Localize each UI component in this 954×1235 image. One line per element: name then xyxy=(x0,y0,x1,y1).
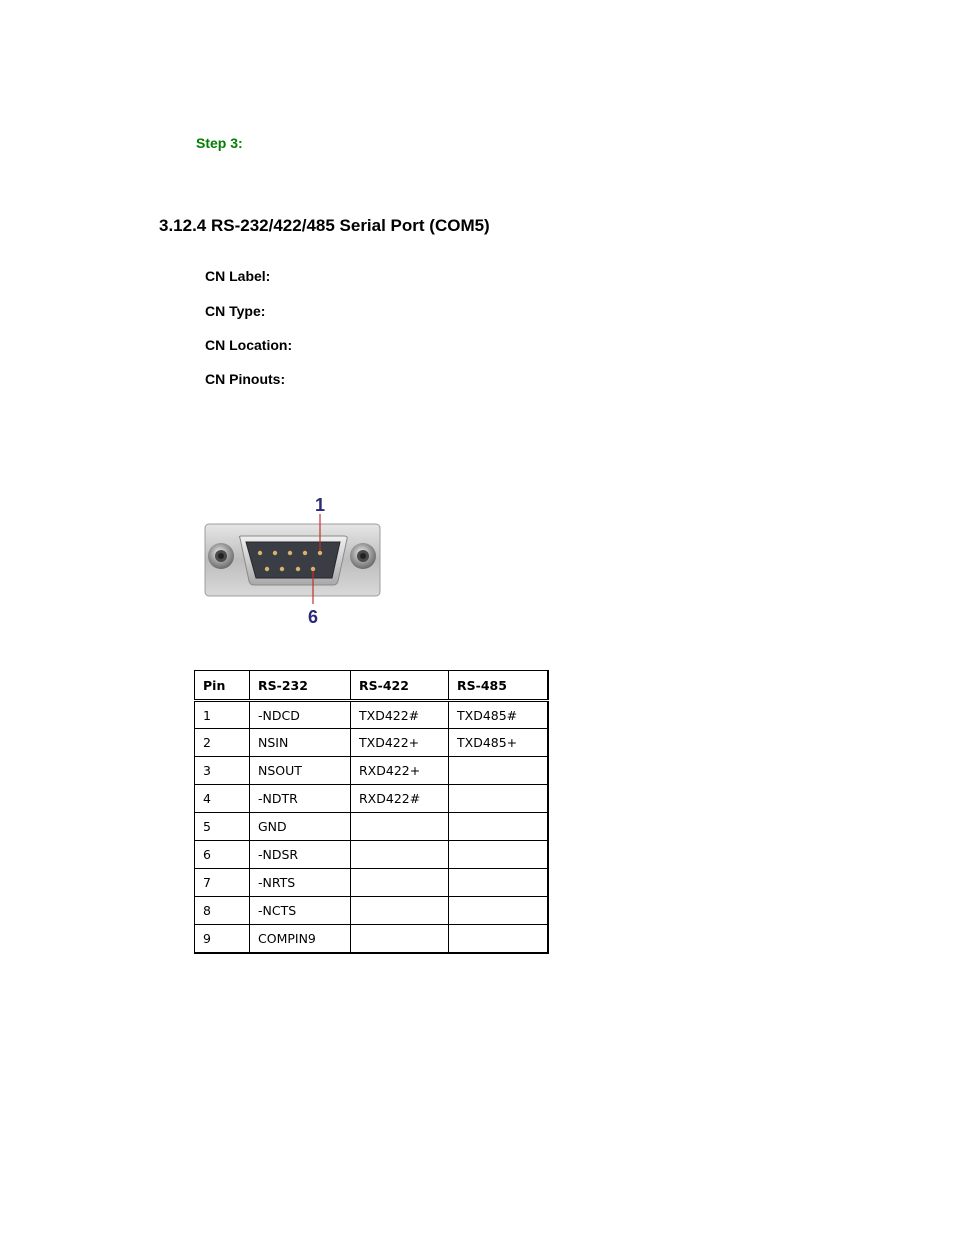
table-cell: 2 xyxy=(195,729,250,757)
db9-connector-diagram xyxy=(200,490,390,630)
table-cell: RXD422+ xyxy=(351,757,449,785)
table-cell xyxy=(351,897,449,925)
table-cell: TXD485# xyxy=(449,701,548,729)
header-rs232: RS-232 xyxy=(250,671,351,701)
table-row xyxy=(195,897,548,925)
table-cell xyxy=(449,813,548,841)
pin-4 xyxy=(273,551,277,555)
table-cell: TXD422# xyxy=(351,701,449,729)
table-row xyxy=(195,813,548,841)
section-title: 3.12.4 RS-232/422/485 Serial Port (COM5) xyxy=(159,216,490,235)
table-cell xyxy=(449,785,548,813)
table-cell: 7 xyxy=(195,869,250,897)
pin-1 xyxy=(318,551,322,555)
table-cell: -NDSR xyxy=(250,841,351,869)
cn-label-field: CN Label: xyxy=(205,268,271,284)
pin-3 xyxy=(288,551,292,555)
pin-2 xyxy=(303,551,307,555)
table-cell: 5 xyxy=(195,813,250,841)
pin-9 xyxy=(265,567,269,571)
table-cell: 3 xyxy=(195,757,250,785)
table-cell xyxy=(351,841,449,869)
table-cell: 4 xyxy=(195,785,250,813)
table-cell: TXD485+ xyxy=(449,729,548,757)
table-cell xyxy=(351,869,449,897)
table-cell xyxy=(351,925,449,953)
table-cell xyxy=(449,757,548,785)
cn-pinouts-field: CN Pinouts: xyxy=(205,371,286,387)
step-label: Step 3: xyxy=(196,135,243,151)
table-cell: -NDCD xyxy=(250,701,351,729)
table-row xyxy=(195,729,548,757)
table-cell: -NDTR xyxy=(250,785,351,813)
table-cell: NSOUT xyxy=(250,757,351,785)
table-cell xyxy=(449,925,548,953)
table-cell xyxy=(351,813,449,841)
header-rs422: RS-422 xyxy=(351,671,449,701)
pin-7 xyxy=(296,567,300,571)
connector-body xyxy=(246,542,340,578)
table-row xyxy=(195,757,548,785)
table-cell: -NRTS xyxy=(250,869,351,897)
table-cell: -NCTS xyxy=(250,897,351,925)
cn-location-field: CN Location: xyxy=(205,337,293,353)
table-header-row xyxy=(195,671,548,701)
table-cell: 9 xyxy=(195,925,250,953)
pin-5 xyxy=(258,551,262,555)
pin-8 xyxy=(280,567,284,571)
pin-1-label: 1 xyxy=(314,495,326,515)
table-cell: TXD422+ xyxy=(351,729,449,757)
table-cell: RXD422# xyxy=(351,785,449,813)
table-row xyxy=(195,701,548,729)
table-cell: NSIN xyxy=(250,729,351,757)
table-row xyxy=(195,785,548,813)
table-row xyxy=(195,869,548,897)
table-row xyxy=(195,925,548,953)
pin-6 xyxy=(311,567,315,571)
table-cell: 8 xyxy=(195,897,250,925)
table-cell: 6 xyxy=(195,841,250,869)
table-cell xyxy=(449,897,548,925)
header-rs485: RS-485 xyxy=(449,671,548,701)
table-cell xyxy=(449,841,548,869)
cn-type-field: CN Type: xyxy=(205,303,266,319)
pin-6-label: 6 xyxy=(307,607,319,627)
table-row xyxy=(195,841,548,869)
table-cell: 1 xyxy=(195,701,250,729)
header-pin: Pin xyxy=(195,671,250,701)
table-cell: GND xyxy=(250,813,351,841)
table-cell: COMPIN9 xyxy=(250,925,351,953)
table-cell xyxy=(449,869,548,897)
pinout-table xyxy=(194,670,549,954)
